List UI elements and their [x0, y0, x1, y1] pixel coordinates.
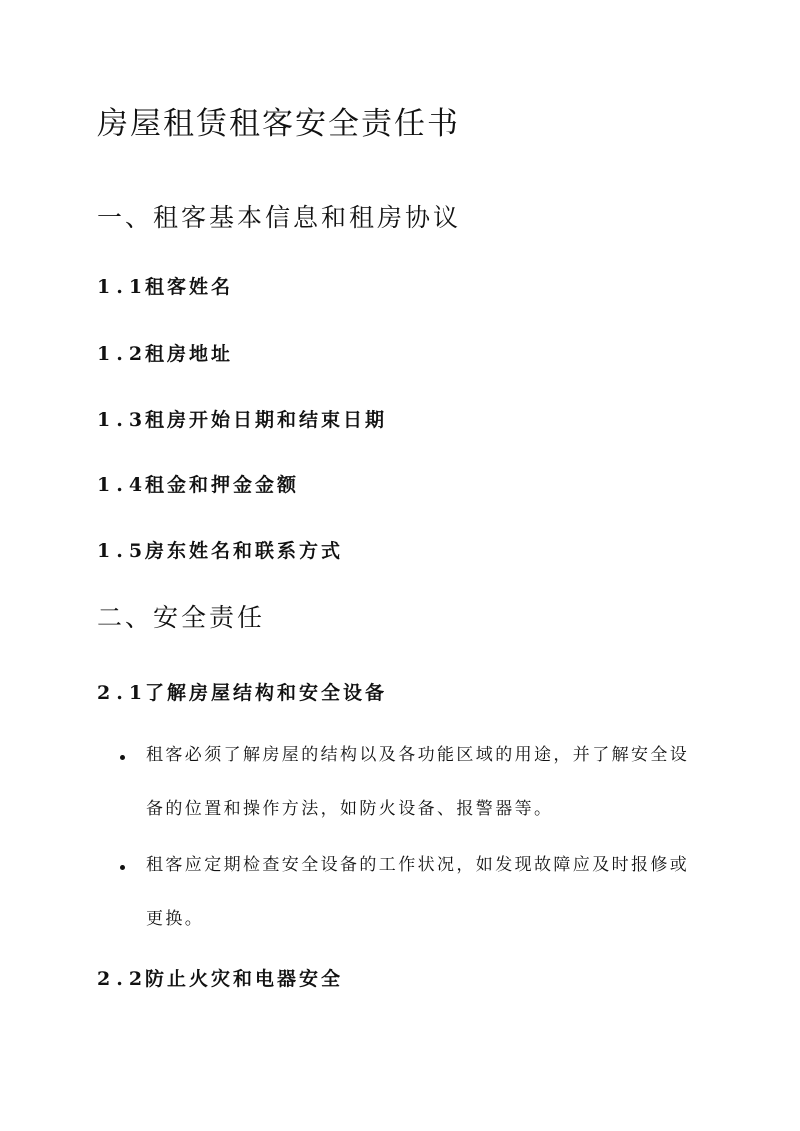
section1-item-3 — [97, 405, 387, 432]
section-heading-2: 二、安全责任 — [97, 603, 266, 632]
item-number: 2.2 — [97, 968, 149, 990]
section1-item-2 — [97, 339, 233, 366]
section-heading-1: 一、租客基本信息和租房协议 — [97, 203, 462, 232]
item-number: 2.1 — [97, 682, 149, 704]
item-label: 房东姓名和联系方式 — [145, 540, 344, 562]
item-label: 租房开始日期和结束日期 — [145, 409, 388, 431]
bullet-dot — [120, 755, 125, 760]
item-number: 1.3 — [97, 409, 149, 431]
item-number: 1.5 — [97, 540, 149, 562]
item-label: 了解房屋结构和安全设备 — [145, 682, 388, 704]
item-number: 1.1 — [97, 276, 149, 298]
bullet-dot — [120, 865, 125, 870]
item-label: 防止火灾和电器安全 — [145, 968, 344, 990]
item-label: 租金和押金金额 — [145, 474, 300, 496]
section1-item-4 — [97, 470, 299, 497]
section1-item-1 — [97, 272, 233, 299]
section2-subheading-2 — [97, 964, 343, 991]
bullet-text: 租客必须了解房屋的结构以及各功能区域的用途，并了解安全设备的位置和操作方法，如防火设备、报警器等。 — [146, 745, 690, 819]
item-number: 1.4 — [97, 474, 149, 496]
document-title: 房屋租赁租客安全责任书 — [97, 106, 460, 142]
item-number: 1.2 — [97, 343, 149, 365]
bullet-text: 租客应定期检查安全设备的工作状况，如发现故障应及时报修或更换。 — [146, 855, 690, 929]
item-label: 租房地址 — [145, 343, 234, 365]
section2-subheading-1 — [97, 678, 387, 705]
section1-item-5 — [97, 536, 343, 563]
item-label: 租客姓名 — [145, 276, 234, 298]
